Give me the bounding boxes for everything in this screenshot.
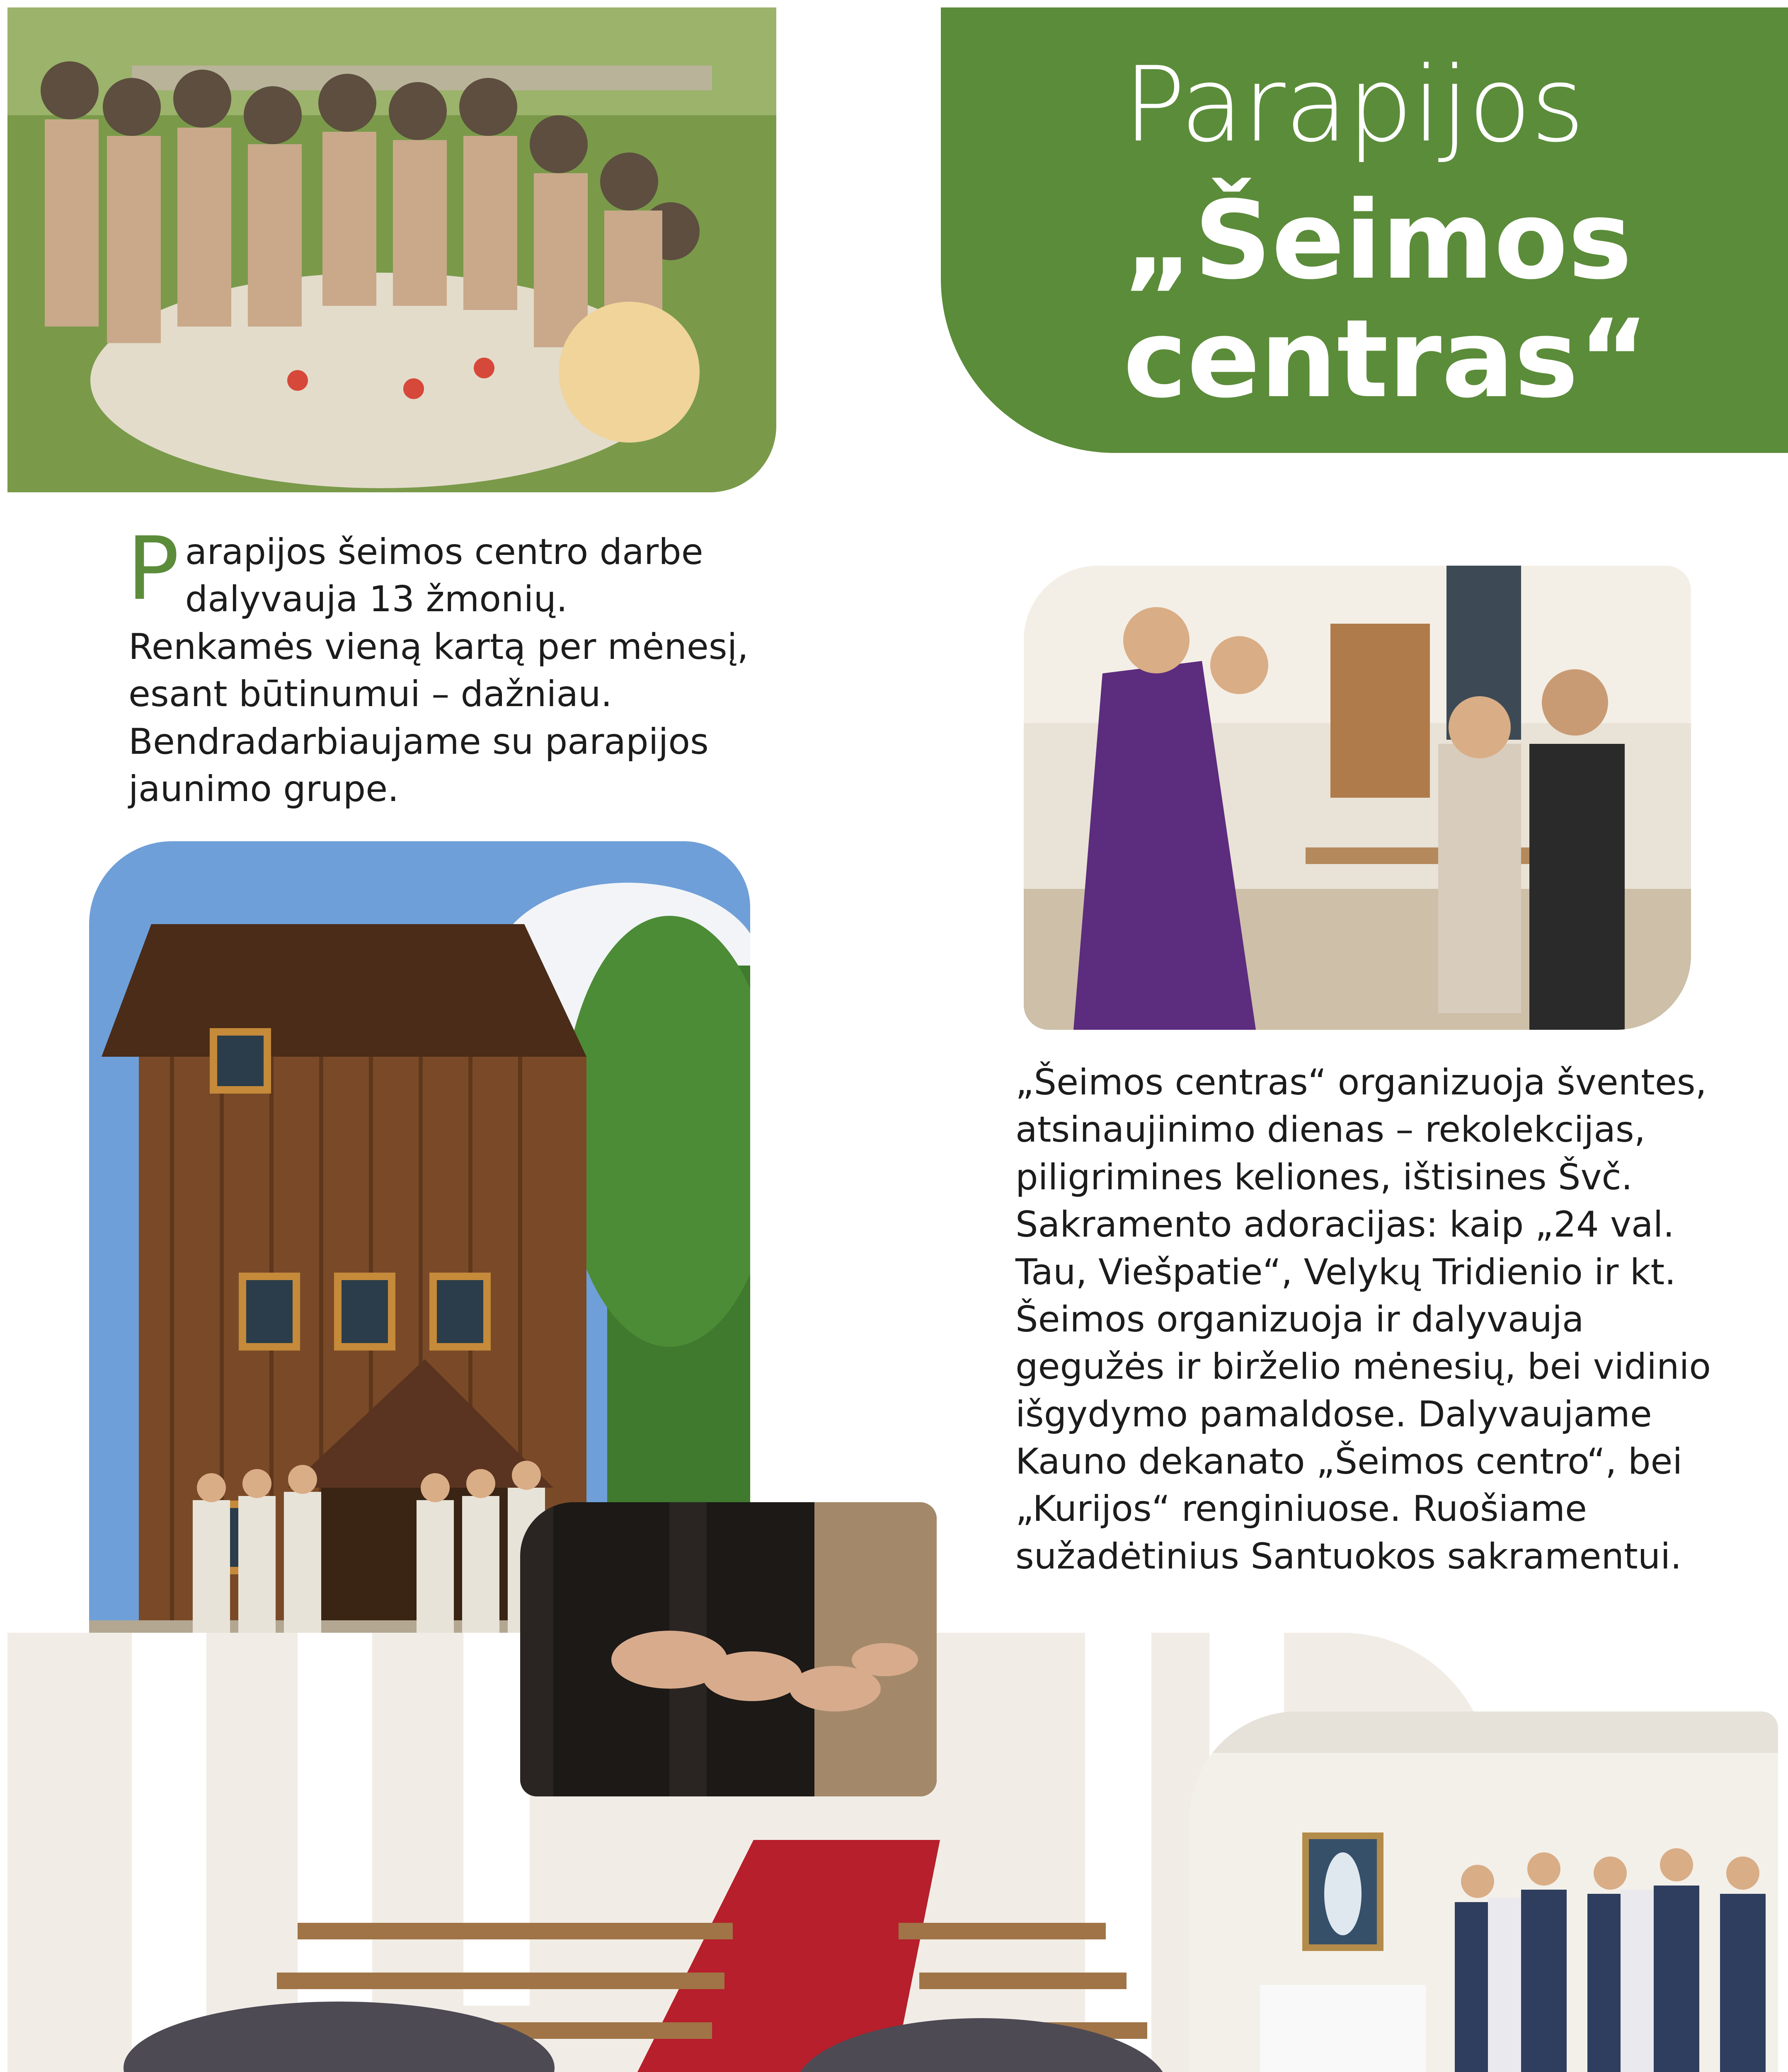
title-line-1: Parapijos [1123, 44, 1584, 165]
group-picnic-photo [7, 7, 776, 492]
intro-dropcap: P [127, 518, 179, 620]
intro-text: arapijos šeimos centro darbe dalyvauja 13 žmonių. Renkamės vieną kartą per mėnesį, esant būtinumui – dažniau. Bendradarbiaujame su parapijos jaunimo grupe. [128, 531, 749, 810]
title-panel [941, 7, 1788, 453]
mass-offering-photo [1024, 566, 1691, 1030]
chapel-prayer-photo [1190, 1711, 1778, 2072]
intro-paragraph [127, 518, 750, 813]
events-paragraph: „Šeimos centras“ organizuoja šventes, atsinaujinimo dienas – rekolekcijas, piligrimines keliones, ištisines Švč. Sakramento adoracijas: kaip „24 val. Tau, Viešpatie“, Velykų Tridienio ir kt. Šeimos organizuoja ir dalyvauja gegužės ir birželio mėnesių, bei vidinio išgydymo pamaldose. Dalyvaujame Kauno dekanato „Šeimos centro“, bei „Kurijos“ renginiuose. Ruošiame sužadėtinius Santuokos sakramentui. [1015, 1062, 1711, 1577]
praying-hands-photo [520, 1502, 937, 1796]
title-line-2: „Šeimos centras“ [1123, 178, 1650, 422]
